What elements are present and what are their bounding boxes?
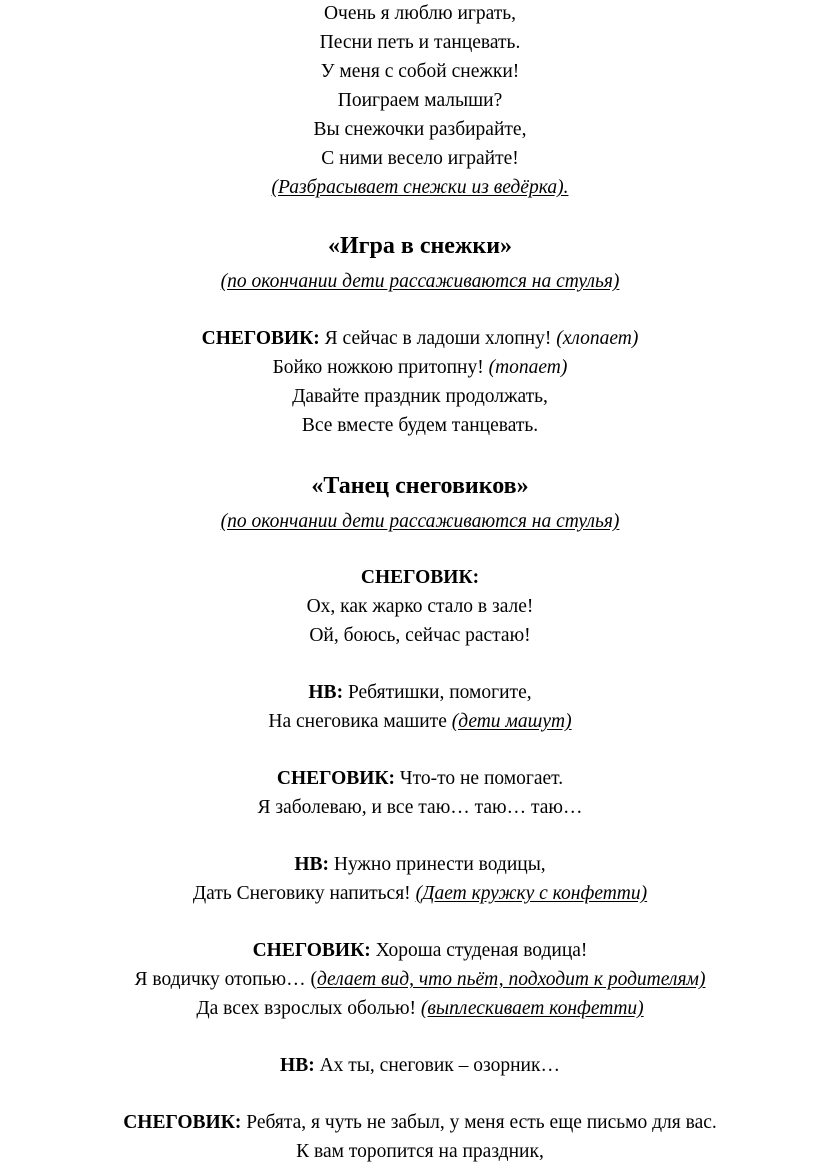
dance-note-text: (по окончании дети рассаживаются на стулья) bbox=[220, 511, 620, 532]
dialogue-text: Что-то не помогает. bbox=[395, 768, 564, 789]
dialogue-text: Да всех взрослых оболью! bbox=[196, 998, 421, 1019]
poem-line: Поиграем малыши? bbox=[337, 90, 503, 111]
action-note: (хлопает) bbox=[556, 328, 639, 349]
dialogue-line bbox=[0, 681, 816, 705]
speaker: НВ: bbox=[308, 682, 344, 703]
dance-title: «Танец снеговиков» bbox=[311, 473, 529, 499]
dialogue-line bbox=[0, 710, 816, 734]
dialogue-line bbox=[0, 968, 816, 992]
dialogue-line bbox=[0, 853, 816, 877]
poem-line: У меня с собой снежки! bbox=[320, 61, 520, 82]
poem-line: Песни петь и танцевать. bbox=[319, 32, 521, 53]
dialogue-line: Я заболеваю, и все таю… таю… таю… bbox=[257, 797, 583, 818]
snowman-line-3: Давайте праздник продолжать, bbox=[292, 386, 548, 407]
stage-direction-text: (Разбрасывает снежки из ведёрка). bbox=[271, 177, 569, 198]
dialogue-text: На снеговика машите bbox=[268, 711, 452, 732]
speaker: СНЕГОВИК: bbox=[276, 768, 396, 789]
dialogue-line bbox=[0, 882, 816, 906]
dialogue-line bbox=[0, 1054, 816, 1078]
speaker: СНЕГОВИК: bbox=[252, 940, 371, 961]
dialogue-line bbox=[0, 767, 816, 791]
dialogue-line: Ох, как жарко стало в зале! bbox=[306, 596, 534, 617]
poem-line: Очень я люблю играть, bbox=[323, 3, 517, 24]
snowman-line-1 bbox=[0, 327, 816, 351]
dialogue-text: Нужно принести водицы, bbox=[328, 854, 546, 875]
dialogue-text: Ребята, я чуть не забыл, у меня есть еще письмо для вас. bbox=[241, 1112, 717, 1133]
dialogue-line bbox=[0, 939, 816, 963]
dialogue-text: Ах ты, снеговик – озорник… bbox=[314, 1055, 560, 1076]
snowman-line-4: Все вместе будем танцевать. bbox=[301, 415, 539, 436]
speaker: СНЕГОВИК: bbox=[201, 328, 320, 349]
dialogue-line: К вам торопится на праздник, bbox=[296, 1141, 544, 1162]
speaker: СНЕГОВИК: bbox=[123, 1112, 242, 1133]
dialogue-text: Я сейчас в ладоши хлопну! bbox=[319, 328, 557, 349]
dialogue-text: Ребятишки, помогите, bbox=[343, 682, 532, 703]
action-note: (Дает кружку с конфетти) bbox=[415, 883, 648, 904]
dialogue-text: Дать Снеговику напиться! bbox=[192, 883, 416, 904]
action-note: (выплескивает конфетти) bbox=[420, 998, 644, 1019]
poem-line: Вы снежочки разбирайте, bbox=[313, 119, 527, 140]
dance-note bbox=[0, 510, 816, 534]
speaker: НВ: bbox=[280, 1055, 315, 1076]
game-note-text: (по окончании дети рассаживаются на стулья) bbox=[220, 271, 620, 292]
game-title: «Игра в снежки» bbox=[327, 233, 513, 259]
speaker: НВ: bbox=[294, 854, 329, 875]
action-note: (топает) bbox=[488, 357, 568, 378]
speaker-line: СНЕГОВИК: bbox=[360, 567, 480, 588]
snowman-line-2 bbox=[0, 356, 816, 380]
action-note: делает вид, что пьёт, подходит к родителям) bbox=[316, 969, 706, 990]
stage-direction bbox=[0, 176, 816, 200]
dialogue-line bbox=[0, 997, 816, 1021]
poem-line: С ними весело играйте! bbox=[321, 148, 519, 169]
action-note: (дети машут) bbox=[451, 711, 572, 732]
game-note bbox=[0, 270, 816, 294]
dialogue-text: Я водичку отопью… ( bbox=[134, 969, 317, 990]
dialogue-text: Хороша студеная водица! bbox=[370, 940, 588, 961]
dialogue-text: Бойко ножкою притопну! bbox=[272, 357, 489, 378]
dialogue-line: Ой, боюсь, сейчас растаю! bbox=[309, 625, 531, 646]
dialogue-line bbox=[0, 1111, 816, 1135]
